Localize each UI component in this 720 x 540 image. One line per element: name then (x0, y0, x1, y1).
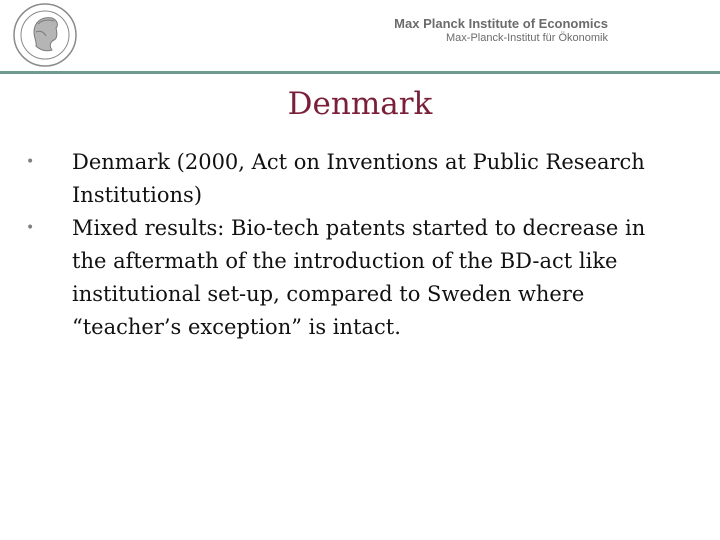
header-divider (0, 71, 720, 74)
bullet-text: Mixed results: Bio-tech patents started to decrease in the aftermath of the introduction of the BD-act like institutional set-up, compared to Sweden where “teacher’s exception” is intact. (72, 216, 646, 339)
slide-title: Denmark (287, 86, 433, 122)
bullet-list (26, 146, 686, 344)
bullet-dot-icon: • (26, 154, 35, 170)
slide-header (0, 0, 720, 72)
bullet-text: Denmark (2000, Act on Inventions at Public Research Institutions) (72, 150, 645, 207)
bullet-item (26, 146, 686, 212)
bullet-dot-icon: • (26, 220, 35, 236)
institute-subtitle: Max-Planck-Institut für Ökonomik (446, 32, 608, 44)
bullet-item (26, 212, 686, 344)
minerva-seal-icon (12, 2, 78, 68)
institute-name: Max Planck Institute of Economics (394, 16, 608, 31)
